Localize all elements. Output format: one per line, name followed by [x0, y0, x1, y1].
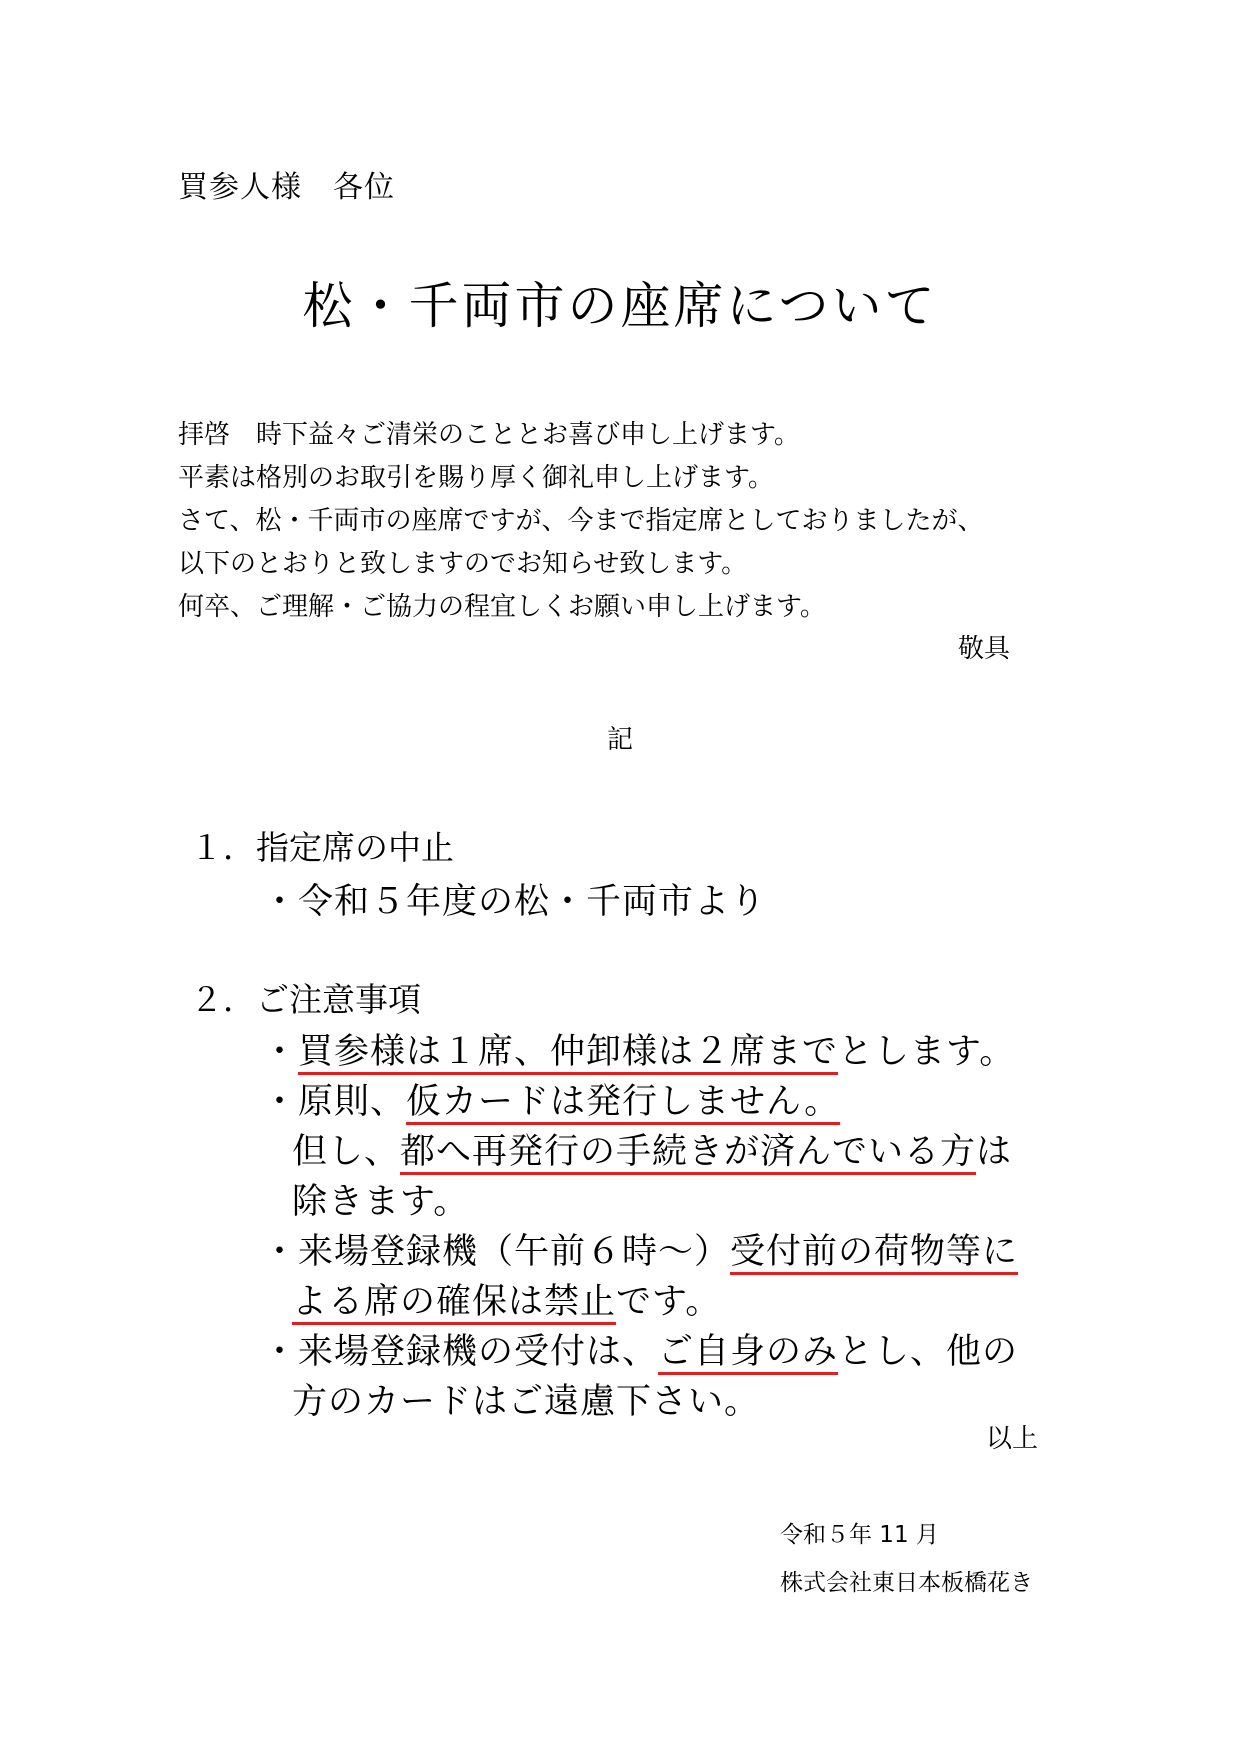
section2-item2: [262, 1074, 840, 1124]
ki-marker: 記: [606, 725, 633, 755]
section1-item1: ・令和５年度の松・千両市より: [262, 882, 767, 922]
section2-item3: [262, 1224, 1018, 1274]
section2-heading: ２．ご注意事項: [190, 980, 421, 1019]
greeting-line: 何卒、ご理解・ご協力の程宜しくお願い申し上げます。: [178, 592, 826, 622]
plain-text: です。: [616, 1282, 722, 1322]
section2-item2-line3: 除きます。: [292, 1182, 470, 1222]
underlined-text: 仮カードは発行しません。: [406, 1082, 841, 1122]
section2-item4-line2: 方のカードはご遠慮下さい。: [292, 1382, 761, 1422]
greeting-line: 拝啓 時下益々ご清栄のこととお喜び申し上げます。: [178, 420, 800, 450]
section2-item4: [262, 1324, 1018, 1374]
plain-text: 但し、: [292, 1132, 401, 1172]
plain-text: ・来場登録機の受付は、: [262, 1332, 659, 1372]
plain-text: は: [976, 1132, 1013, 1172]
document-title: 松・千両市の座席について: [302, 277, 938, 335]
greeting-line: さて、松・千両市の座席ですが、今まで指定席としておりましたが、: [178, 506, 984, 536]
plain-text: ・来場登録機（午前６時～）: [262, 1232, 731, 1272]
greeting-line: 平素は格別のお取引を賜り厚く御礼申し上げます。: [178, 463, 774, 493]
underlined-text: 買参様は１席、仲卸様は２席まで: [298, 1032, 839, 1072]
closing-keigu: 敬具: [958, 634, 1011, 664]
addressee: 買参人様 各位: [178, 170, 395, 205]
section2-item3-line2: [292, 1274, 721, 1324]
plain-text: ・原則、: [262, 1082, 407, 1122]
section1-heading: １．指定席の中止: [190, 828, 454, 867]
greeting-line: 以下のとおりと致しますのでお知らせ致します。: [178, 549, 748, 579]
underlined-text: 都へ再発行の手続きが済んでいる方: [400, 1132, 977, 1172]
closing-ijou: 以上: [986, 1424, 1039, 1454]
section2-item2-line2: [292, 1124, 1012, 1174]
underlined-text: よる席の確保は禁止: [292, 1282, 617, 1322]
section2-item1: [262, 1024, 1015, 1074]
plain-text: とし、他の: [838, 1332, 1019, 1372]
underlined-text: 受付前の荷物等に: [730, 1232, 1019, 1272]
company-name: 株式会社東日本板橋花き: [780, 1570, 1033, 1596]
underlined-text: ご自身のみ: [658, 1332, 839, 1372]
issue-date: 令和５年 11 月: [780, 1522, 939, 1548]
plain-text: とします。: [838, 1032, 1016, 1072]
greeting-paragraph: [178, 414, 983, 629]
bullet: ・: [262, 1032, 299, 1072]
